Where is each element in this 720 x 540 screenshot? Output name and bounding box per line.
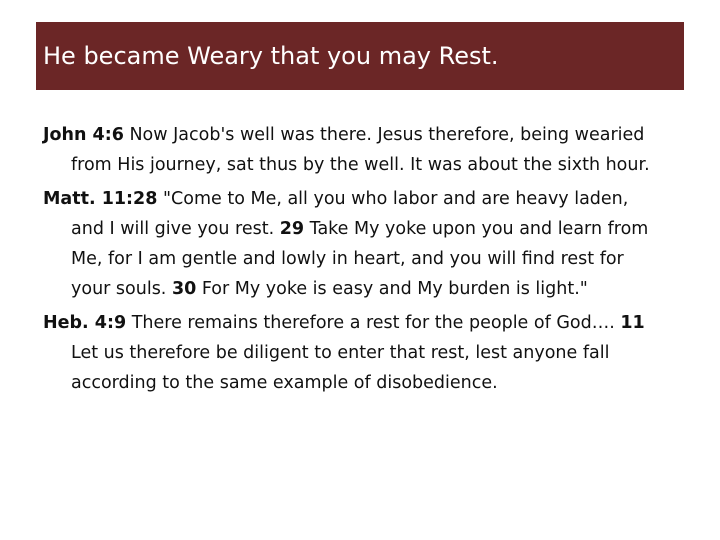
passage-matthew: [43, 184, 663, 304]
ref-book: Heb.: [43, 313, 95, 333]
passage-hebrews: [43, 308, 663, 398]
ref-book: Matt.: [43, 189, 102, 209]
passage-john: [43, 120, 663, 180]
scripture-body: [43, 120, 663, 402]
ref-number: 11:28: [101, 189, 158, 209]
passage-reference: [43, 125, 124, 145]
verse-text: There remains therefore a rest for the people of God….: [126, 313, 621, 333]
slide-title: He became Weary that you may Rest.: [43, 42, 499, 70]
title-bar: [36, 22, 684, 90]
passage-reference: [43, 189, 157, 209]
verse-text: Now Jacob's well was there. Jesus therefore, being wearied from His journey, sat thus by the well. It was about the sixth hour.: [71, 125, 650, 175]
ref-book: John: [43, 125, 93, 145]
verse-text: Take My yoke upon you and learn from Me, for I am gentle and lowly in heart, and you will find rest for your souls.: [71, 219, 649, 299]
ref-number: 4:9: [94, 313, 127, 333]
verse-number: 30: [171, 279, 197, 299]
ref-number: 4:6: [92, 125, 124, 145]
verse-number: 11: [620, 313, 645, 333]
verse-text: "Come to Me, all you who labor and are heavy laden, and I will give you rest.: [71, 189, 629, 239]
passage-reference: [43, 313, 126, 333]
verse-number: 29: [279, 219, 305, 239]
verse-text: Let us therefore be diligent to enter that rest, lest anyone fall according to the same example of disobedience.: [71, 343, 610, 393]
verse-text: For My yoke is easy and My burden is light.": [196, 279, 588, 299]
